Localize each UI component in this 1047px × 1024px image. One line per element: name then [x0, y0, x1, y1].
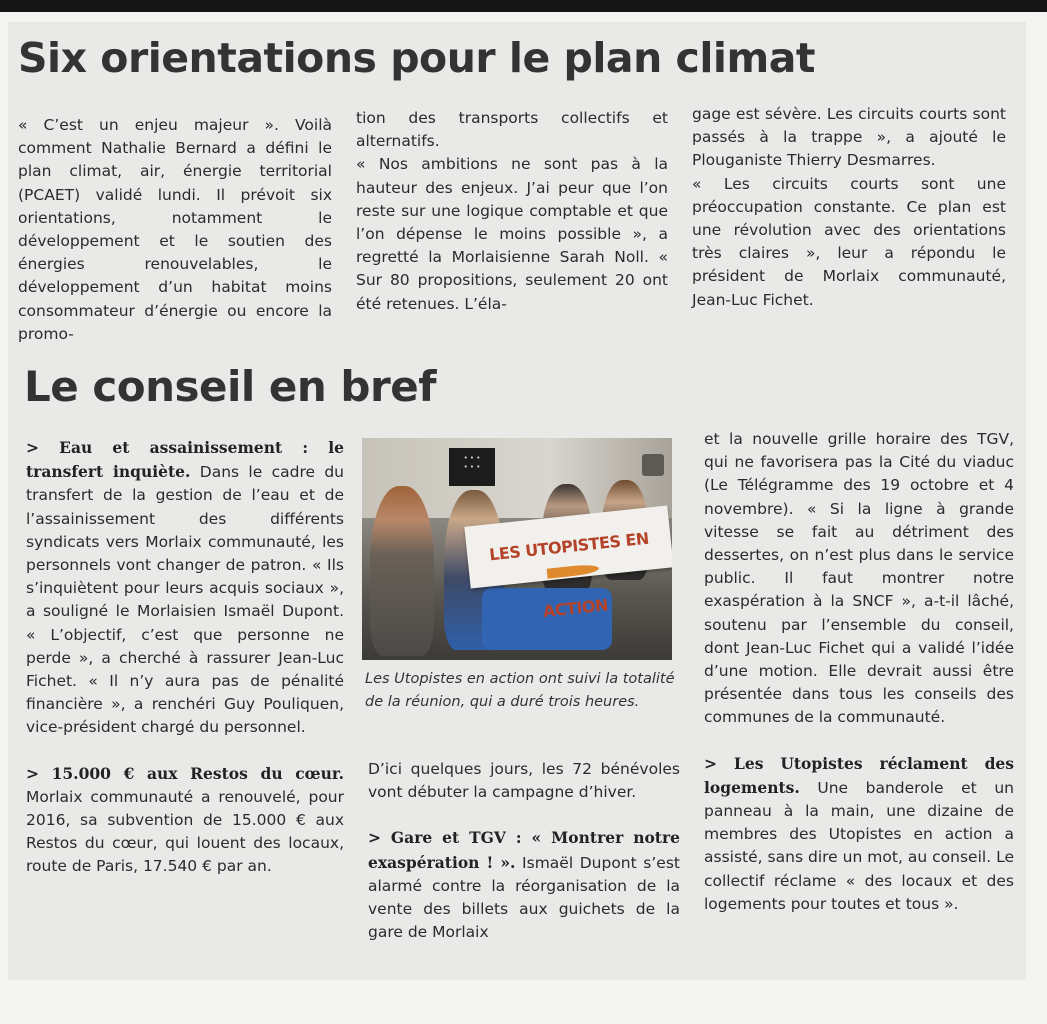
- article1-column-3: [692, 103, 1006, 312]
- photo-banner: LES UTOPISTES EN ACTION: [464, 506, 672, 589]
- article-title-plan-climat: Six orientations pour le plan climat: [18, 34, 815, 82]
- brief-subtitle: > 15.000 € aux Restos du cœur.: [26, 763, 344, 783]
- brief-text: D’ici quelques jours, les 72 bénévoles vont débuter la campagne d’hiver.: [368, 760, 680, 802]
- article1-paragraph: « Les circuits courts sont une préoccupation constante. Ce plan est une révolution avec des orientations très claires », leur a répondu le président de Morlaix communauté, Jean-Luc Fichet.: [692, 174, 1006, 309]
- article1-paragraph: « Nos ambitions ne sont pas à la hauteur des enjeux. J’ai peur que l’on reste sur une logique comptable et que l’on dépense le moins possible », a regretté la Morlaisienne Sarah Noll. « Sur 80 propositions, seulement 20 ont été retenues. L’éla-: [356, 155, 668, 313]
- brief-text: et la nouvelle grille horaire des TGV, qui ne favorisera pas la Cité du viaduc (Le Télégramme des 19 octobre et 4 novembre). « Si la ligne à grande vitesse se fait au détriment des dessertes, on n’est plus dans le service public. Il faut montrer notre exaspération à la SNCF », a-t-il lâché, soutenu par l’ensemble du conseil, dont Jean-Luc Fichet qui a validé l’idée d’une motion. Elle devrait aussi être présentée dans tous les conseils des communes de la communauté.: [704, 430, 1014, 727]
- photo-handheld-sign: • • • • • •: [449, 448, 495, 486]
- article1-paragraph: tion des transports collectifs et alternatifs.: [356, 109, 668, 151]
- brief-column-3: [704, 428, 1014, 916]
- photo-person: [370, 486, 434, 656]
- photo-wall-fixture: [642, 454, 664, 476]
- brief-eau-assainissement: [26, 436, 344, 740]
- brief-text: Ismaël Dupont s’est alarmé contre la réorganisation de la vente des billets aux guichets de la gare de Morlaix: [368, 853, 680, 942]
- brief-text: Une banderole et un panneau à la main, une dizaine de membres des Utopistes en action a assisté, sans dire un mot, au conseil. Le collectif réclame « des locaux et des logements pour toutes et tous ».: [704, 778, 1014, 913]
- brief-subtitle: > Gare et TGV : « Montrer notre exaspération ! ».: [368, 828, 680, 872]
- brief-gare-tgv: [368, 826, 680, 944]
- brief-subtitle: > Eau et assainissement : le transfert inquiète.: [26, 438, 344, 482]
- brief-column-1: [26, 436, 344, 879]
- photo-utopistes: [362, 438, 672, 660]
- article1-paragraph: gage est sévère. Les circuits courts sont passés à la trappe », a ajouté le Plouganiste Thierry Desmarres.: [692, 105, 1006, 170]
- photo-caption: Les Utopistes en action ont suivi la totalité de la réunion, qui a duré trois heures.: [365, 671, 675, 710]
- article-title-conseil-en-bref: Le conseil en bref: [24, 362, 436, 411]
- brief-text: Dans le cadre du transfert de la gestion de l’eau et de l’assainissement des différents syndicats vers Morlaix communauté, les personnels vont changer de patron. « Ils s’inquiètent pour leurs acquis sociaux », a souligné le Morlaisien Ismaël Dupont. « L’objectif, c’est que personne ne perde », a cherché à rassurer Jean-Luc Fichet. « Il n’y aura pas de pénalité financière », a renchéri Guy Pouliquen, vice-président chargé du personnel.: [26, 463, 344, 737]
- brief-column-2: [368, 758, 680, 944]
- brief-utopistes-logements: [704, 752, 1014, 916]
- brief-text: Morlaix communauté a renouvelé, pour 2016, sa subvention de 15.000 € aux Restos du cœur, qui louent des locaux, route de Paris, 17.540 € par an.: [26, 787, 344, 876]
- brief-subtitle: > Les Utopistes réclament des logements.: [704, 753, 1014, 797]
- article1-column-2: [356, 107, 668, 316]
- brief-restos-du-coeur: [26, 762, 344, 879]
- article1-column-1: [18, 114, 332, 346]
- article1-paragraph: « C’est un enjeu majeur ». Voilà comment Nathalie Bernard a défini le plan climat, air, énergie territorial (PCAET) validé lundi. Il prévoit six orientations, notamment le développement et le soutien des énergies renouvelables, le développement d’un habitat moins consommateur d’énergie ou encore la promo-: [18, 116, 332, 343]
- scan-top-edge: [0, 0, 1047, 12]
